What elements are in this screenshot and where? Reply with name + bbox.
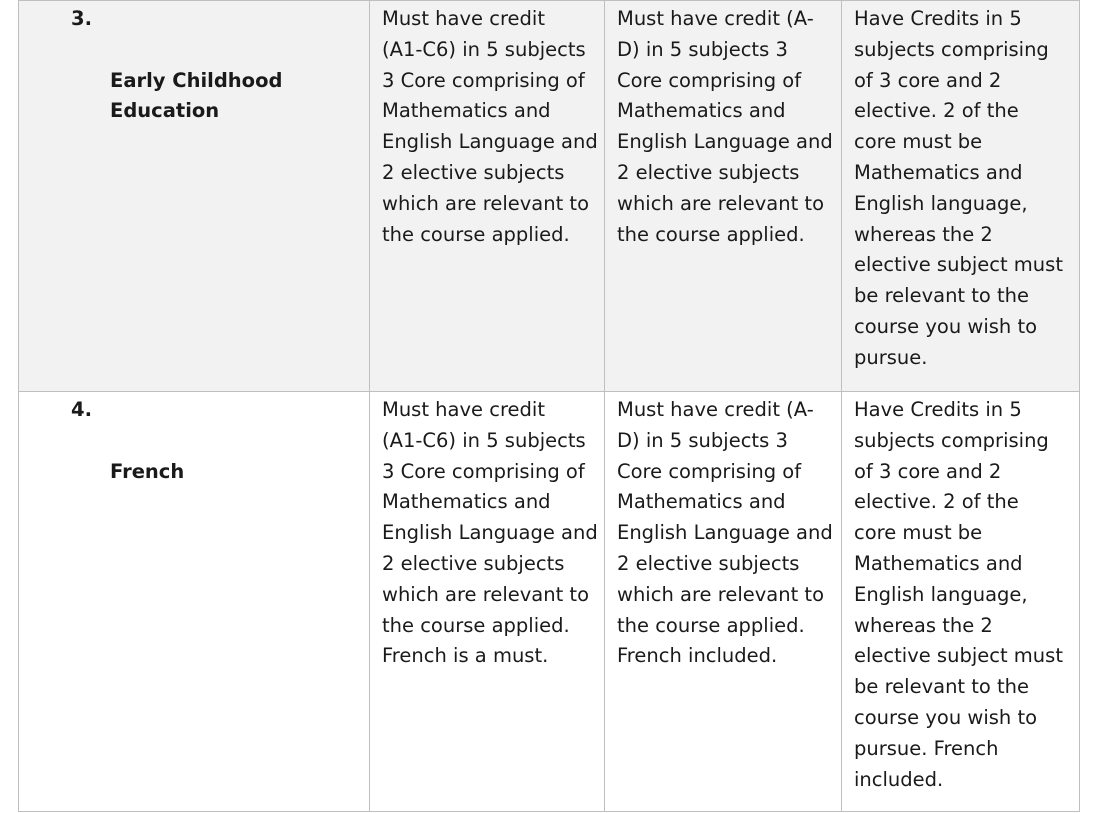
course-name: French xyxy=(110,459,185,483)
requirement-cell: Must have credit (A- D) in 5 subjects 3 Core comprising of Mathematics and English Language and 2 elective subjects which are relevant to the course applied. xyxy=(605,1,842,392)
requirement-cell: Must have credit (A- D) in 5 subjects 3 Core comprising of Mathematics and English Language and 2 elective subjects which are relevant to the course applied. French included. xyxy=(605,392,842,812)
requirement-cell: Have Credits in 5 subjects comprising of 3 core and 2 elective. 2 of the core must be Mathematics and English language, whereas the 2 elective subject must be relevant to the course you wish to pursue. xyxy=(842,1,1080,392)
requirements-table xyxy=(18,0,1080,812)
requirement-cell: Must have credit (A1-C6) in 5 subjects 3 Core comprising of Mathematics and English Language and 2 elective subjects which are relevant to the course applied. xyxy=(370,1,605,392)
row-number: 4. xyxy=(71,398,92,421)
course-name: Early Childhood Education xyxy=(110,68,283,123)
course-cell xyxy=(19,392,370,812)
course-cell xyxy=(19,1,370,392)
row-number: 3. xyxy=(71,7,92,30)
requirement-cell: Have Credits in 5 subjects comprising of 3 core and 2 elective. 2 of the core must be Mathematics and English language, whereas the 2 elective subject must be relevant to the course you wish to pursue. French included. xyxy=(842,392,1080,812)
requirement-cell: Must have credit (A1-C6) in 5 subjects 3 Core comprising of Mathematics and English Language and 2 elective subjects which are relevant to the course applied. French is a must. xyxy=(370,392,605,812)
table-row xyxy=(19,1,1080,392)
table-row xyxy=(19,392,1080,812)
